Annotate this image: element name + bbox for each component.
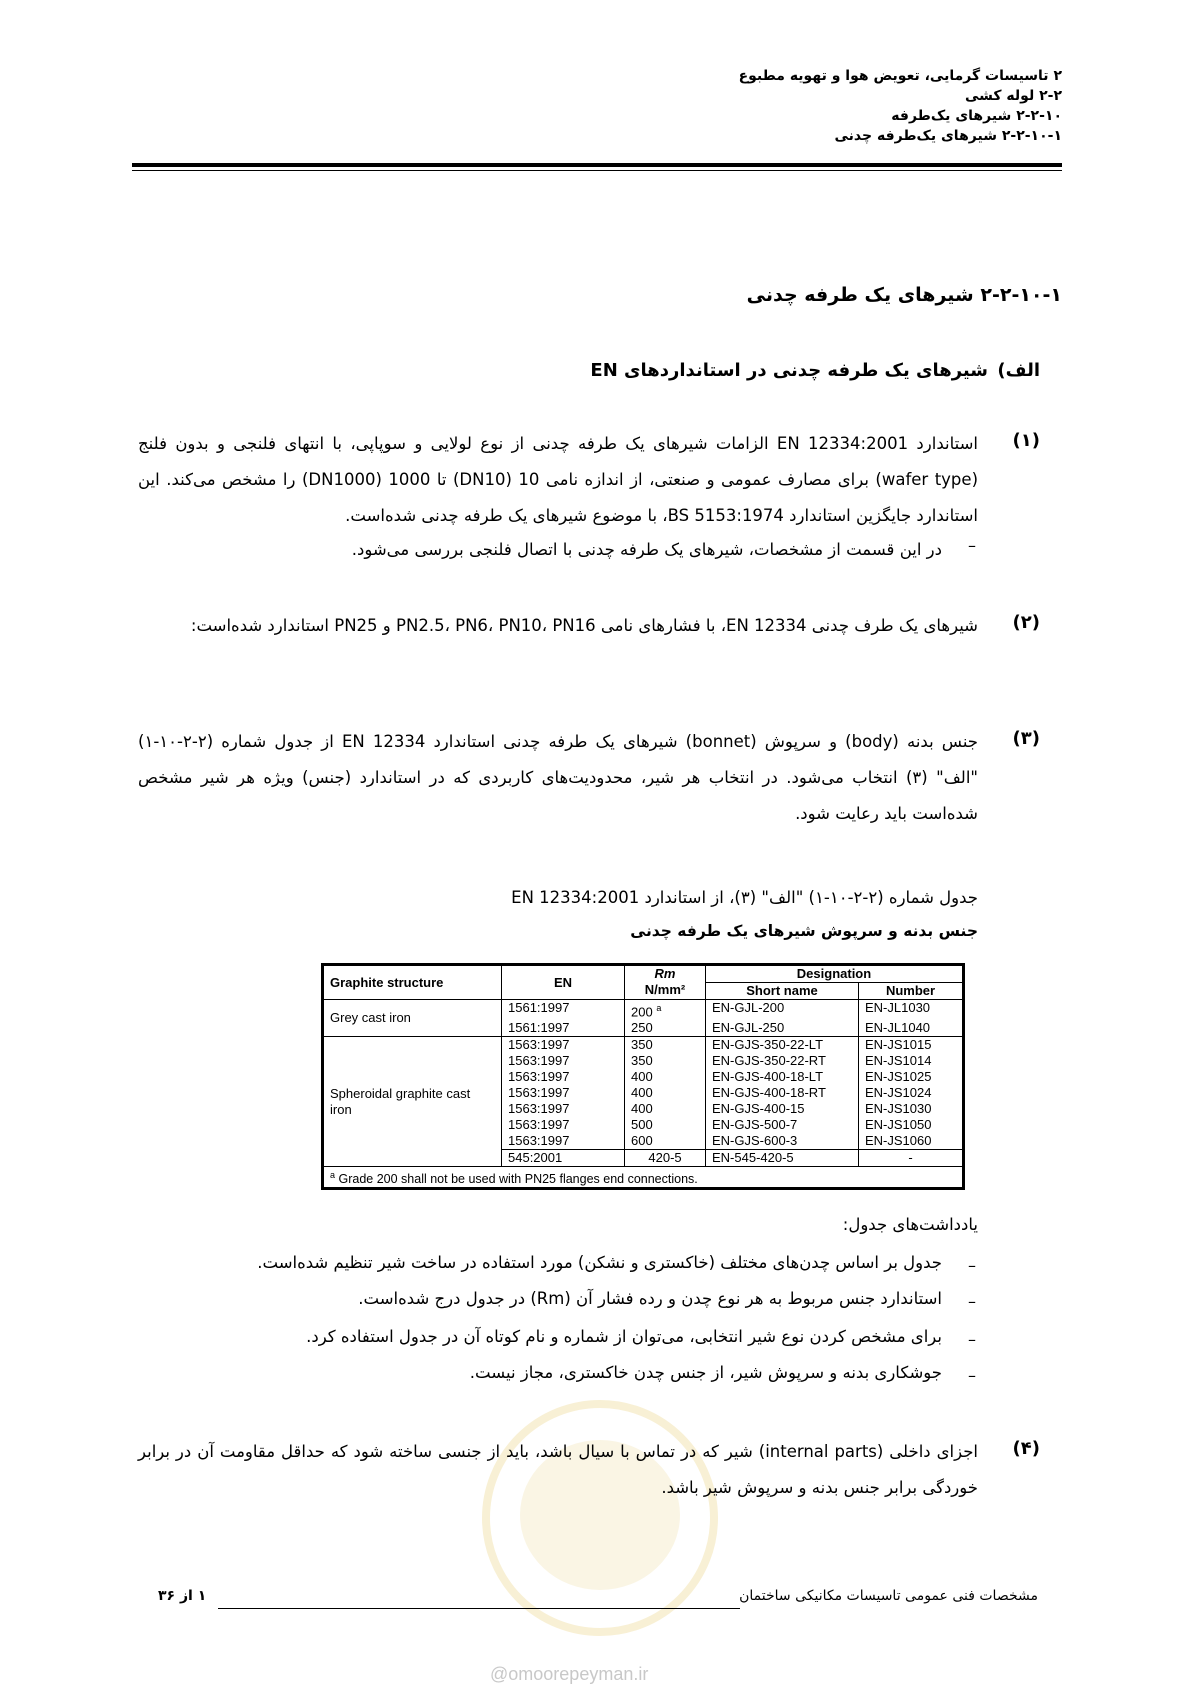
rm-symbol: Rm [654, 966, 676, 981]
table-cell: 500 [625, 1117, 706, 1133]
col-graphite-header: Graphite structure [323, 965, 502, 1000]
table-footnote [323, 1167, 964, 1189]
table-row [323, 1037, 964, 1054]
col-designation-header: Designation [706, 965, 964, 983]
table-cell: EN-JL1030 [859, 1000, 964, 1021]
table-cell: 400 [625, 1101, 706, 1117]
table-cell: 400 [625, 1069, 706, 1085]
note-item: جدول بر اساس چدن‌های مختلف (خاکستری و نشکن) مورد استفاده در ساخت شیر تنظیم شده‌است. [257, 1253, 942, 1272]
watermark-site: @omoorepeyman.ir [490, 1664, 649, 1684]
paragraph-number-1: (۱) [1012, 430, 1040, 451]
header-rule-thick [132, 163, 1062, 167]
paragraph-2: شیرهای یک طرف چدنی EN 12334، با فشارهای نامی PN2.5، PN6، PN10، PN16 و PN25 استاندارد شده‌است: [190, 616, 978, 635]
table-cell: 1563:1997 [502, 1069, 625, 1085]
col-number-header: Number [859, 983, 964, 1000]
rm-unit: N/mm² [644, 982, 686, 997]
table-cell: EN-JS1014 [859, 1053, 964, 1069]
bullet-dash: – [968, 1292, 976, 1311]
table-cell: EN-GJS-400-18-RT [706, 1085, 859, 1101]
table-cell: EN-GJS-600-3 [706, 1133, 859, 1150]
table-cell: EN-GJS-400-15 [706, 1101, 859, 1117]
table-cell: 1563:1997 [502, 1037, 625, 1054]
table-row [323, 1000, 964, 1021]
material-table [321, 963, 965, 1190]
bullet-dash: – [968, 536, 976, 555]
paragraph-4: اجزای داخلی (internal parts) شیر که در تماس با سیال باشد، باید از جنسی ساخته شود که حداقل مقاومت آن در برابر خوردگی برابر جنس بدنه و سرپوش شیر باشد. [138, 1442, 978, 1497]
header-rule-thin [132, 170, 1062, 171]
spheroidal-iron-label: Spheroidal graphite cast iron [323, 1037, 502, 1167]
table-cell: EN-545-420-5 [706, 1150, 859, 1167]
running-header [502, 66, 1062, 146]
note-item: استاندارد جنس مربوط به هر نوع چدن و رده فشار آن (Rm) در جدول درج شده‌است. [358, 1289, 942, 1308]
table-cell: EN-GJS-500-7 [706, 1117, 859, 1133]
table-cell: 600 [625, 1133, 706, 1150]
table-cell: EN-JS1024 [859, 1085, 964, 1101]
table-cell: EN-GJS-350-22-RT [706, 1053, 859, 1069]
table-cell: EN-GJS-350-22-LT [706, 1037, 859, 1054]
bullet-dash: – [968, 1366, 976, 1385]
table-cell: EN-JS1015 [859, 1037, 964, 1054]
table-cell: 1563:1997 [502, 1053, 625, 1069]
table-cell: 545:2001 [502, 1150, 625, 1167]
table-cell: - [859, 1150, 964, 1167]
table-footnote-row [323, 1167, 964, 1189]
table-cell: EN-JS1030 [859, 1101, 964, 1117]
table-cell: 1563:1997 [502, 1133, 625, 1150]
paragraph-number-4: (۴) [1012, 1438, 1040, 1459]
bullet-dash: – [968, 1330, 976, 1349]
table-cell: 350 [625, 1053, 706, 1069]
table-cell: EN-JL1040 [859, 1020, 964, 1037]
paragraph-number-3: (۳) [1012, 728, 1040, 749]
paragraph-1-bullet: در این قسمت از مشخصات، شیرهای یک طرفه چدنی با اتصال فلنجی بررسی می‌شود. [351, 540, 942, 559]
grey-iron-label: Grey cast iron [323, 1000, 502, 1037]
table-cell: EN-GJS-400-18-LT [706, 1069, 859, 1085]
footnote-marker: a [330, 1170, 336, 1181]
col-shortname-header: Short name [706, 983, 859, 1000]
table-cell: 350 [625, 1037, 706, 1054]
table-cell: 1563:1997 [502, 1117, 625, 1133]
paragraph-3: جنس بدنه (body) و سرپوش (bonnet) شیرهای یک طرفه چدنی استاندارد EN 12334 از جدول شماره (۲-۲-۱۰-۱) "الف" (۳) انتخاب می‌شود. در انتخاب هر شیر، محدودیت‌های کاربردی که در استاندارد (جنس) ویژه هر شیر مشخص شده‌است باید رعایت شود. [138, 732, 978, 823]
table-cell: 1563:1997 [502, 1085, 625, 1101]
header-line-4: ۲-۲-۱۰-۱ شیرهای یک‌طرفه چدنی [834, 128, 1062, 144]
footnote-text: Grade 200 shall not be used with PN25 flanges end connections. [338, 1172, 698, 1187]
table-cell: EN-JS1050 [859, 1117, 964, 1133]
table-cell: 250 [625, 1020, 706, 1037]
table-cell: EN-JS1060 [859, 1133, 964, 1150]
note-item: برای مشخص کردن نوع شیر انتخابی، می‌توان از شماره و نام کوتاه آن در جدول استفاده کرد. [306, 1327, 942, 1346]
table-cell: EN-JS1025 [859, 1069, 964, 1085]
subsection-title: شیرهای یک طرفه چدنی در استانداردهای EN [590, 360, 988, 381]
table-cell: 400 [625, 1085, 706, 1101]
col-en-header: EN [502, 965, 625, 1000]
header-line-1: ۲ تاسیسات گرمایی، تعویض هوا و تهویه مطبوع [738, 68, 1062, 84]
table-cell: 420-5 [625, 1150, 706, 1167]
table-cell: 1563:1997 [502, 1101, 625, 1117]
table-notes-title: یادداشت‌های جدول: [842, 1215, 978, 1234]
table-cell: EN-GJL-250 [706, 1020, 859, 1037]
subsection-label: الف) [997, 360, 1040, 381]
header-line-3: ۲-۲-۱۰ شیرهای یک‌طرفه [891, 108, 1062, 124]
table-caption: جدول شماره (۲-۲-۱۰-۱) "الف" (۳)، از استاندارد EN 12334:2001 [511, 888, 978, 907]
col-rm-header [625, 965, 706, 1000]
table-cell: 1561:1997 [502, 1000, 625, 1021]
footer-rule-short [720, 1608, 725, 1609]
bullet-dash: – [968, 1256, 976, 1275]
page-number: ۱ از ۳۶ [158, 1588, 207, 1604]
note-item: جوشکاری بدنه و سرپوش شیر، از جنس چدن خاکستری، مجاز نیست. [469, 1363, 942, 1382]
footer-title: مشخصات فنی عمومی تاسیسات مکانیکی ساختمان [739, 1588, 1038, 1604]
header-line-2: ۲-۲ لوله کشی [965, 88, 1062, 104]
paragraph-1: استاندارد EN 12334:2001 الزامات شیرهای یک طرفه چدنی از نوع لولایی و سوپاپی، با انتهای فلنجی و بدون فلنج (wafer type) برای مصارف عمومی و صنعتی، از اندازه نامی 10 (DN10) تا 1000 (DN1000) را مشخص می‌کند. این استاندارد جایگزین استاندارد BS 5153:1974، با موضوع شیرهای یک طرفه چدنی شده‌است. [138, 434, 978, 525]
footer-rule [218, 1608, 740, 1609]
paragraph-number-2: (۲) [1012, 612, 1040, 633]
table-title: جنس بدنه و سرپوش شیرهای یک طرفه چدنی [630, 922, 978, 940]
table-cell: 200 $^a$ [625, 1000, 706, 1021]
table-cell: EN-GJL-200 [706, 1000, 859, 1021]
footnote-marker: a [656, 1003, 662, 1013]
table-cell: 1561:1997 [502, 1020, 625, 1037]
section-title: ۲-۲-۱۰-۱ شیرهای یک طرفه چدنی [746, 284, 1062, 306]
